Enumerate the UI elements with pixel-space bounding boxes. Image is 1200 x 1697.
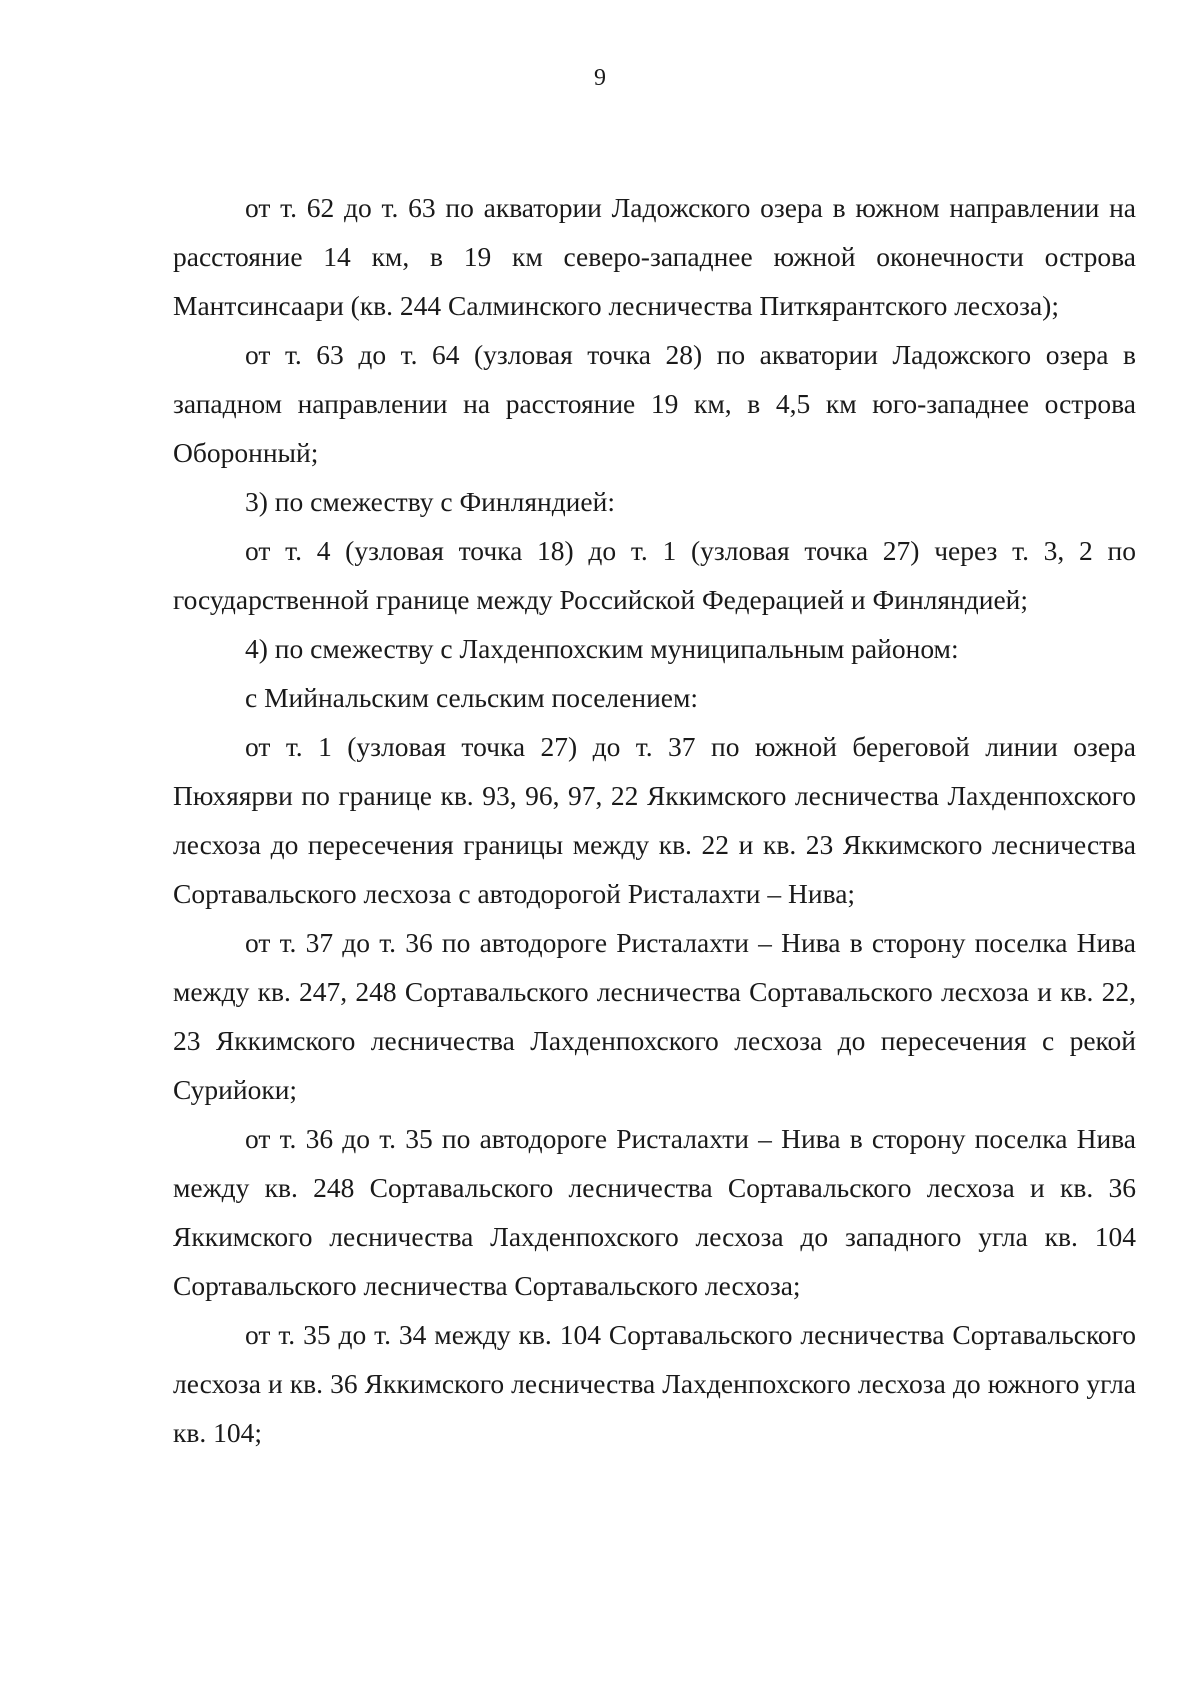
paragraph: от т. 1 (узловая точка 27) до т. 37 по южной береговой линии озера Пюхяярви по границе кв. 93, 96, 97, 22 Яккимского лесничества Лахденпохского лесхоза до пересечения границы между кв. 22 и кв. 23 Яккимского лесничества Сортавальского лесхоза с автодорогой Ристалахти – Нива; xyxy=(173,731,1136,909)
paragraph: от т. 36 до т. 35 по автодороге Ристалахти – Нива в сторону поселка Нива между кв. 248 Сортавальского лесничества Сортавальского лесхоза и кв. 36 Яккимского лесничества Лахденпохского лесхоза до западного угла кв. 104 Сортавальского лесничества Сортавальского лесхоза; xyxy=(173,1123,1136,1301)
paragraph: от т. 62 до т. 63 по акватории Ладожского озера в южном направлении на расстояние 14 км, в 19 км северо-западнее южной оконечности острова Мантсинсаари (кв. 244 Салминского лесничества Питкярантского лесхоза); xyxy=(173,192,1136,321)
paragraph: 3) по смежеству с Финляндией: xyxy=(245,486,615,517)
document-body xyxy=(173,183,1136,1457)
page-number: 9 xyxy=(594,65,606,91)
paragraph: 4) по смежеству с Лахденпохским муниципальным районом: xyxy=(245,633,959,664)
paragraph: от т. 4 (узловая точка 18) до т. 1 (узловая точка 27) через т. 3, 2 по государственной границе между Российской Федерацией и Финляндией; xyxy=(173,535,1136,615)
paragraph: от т. 37 до т. 36 по автодороге Ристалахти – Нива в сторону поселка Нива между кв. 247, 248 Сортавальского лесничества Сортавальского лесхоза и кв. 22, 23 Яккимского лесничества Лахденпохского лесхоза до пересечения с рекой Сурийоки; xyxy=(173,927,1136,1105)
paragraph: от т. 35 до т. 34 между кв. 104 Сортавальского лесничества Сортавальского лесхоза и кв. 36 Яккимского лесничества Лахденпохского лесхоза до южного угла кв. 104; xyxy=(173,1319,1136,1448)
paragraph: с Мийнальским сельским поселением: xyxy=(245,682,699,713)
paragraph: от т. 63 до т. 64 (узловая точка 28) по акватории Ладожского озера в западном направлении на расстояние 19 км, в 4,5 км юго-западнее острова Оборонный; xyxy=(173,339,1136,468)
